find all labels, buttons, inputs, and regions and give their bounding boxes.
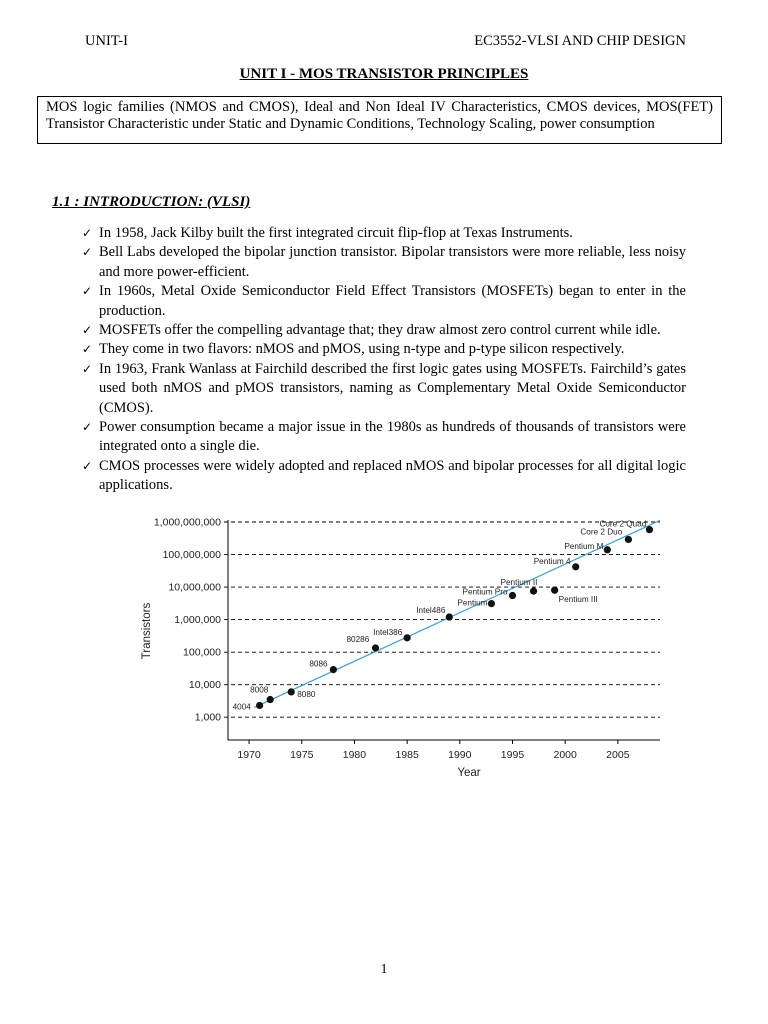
x-tick-label: 1980 [342,749,367,761]
y-tick-label: 1,000,000,000 [153,516,221,529]
checkmark-icon: ✓ [82,323,93,338]
list-item [82,340,686,359]
page-number: 1 [380,962,388,977]
data-label: Pentium [457,598,488,608]
list-item [82,243,686,282]
header-course-title: EC3552-VLSI AND CHIP DESIGN [474,33,686,49]
unit-title: UNIT I - MOS TRANSISTOR PRINCIPLES [239,66,529,82]
data-label: Intel386 [373,627,403,637]
x-tick-label: 1995 [500,749,525,761]
data-label: Pentium M [564,541,604,551]
data-label: Pentium 4 [533,556,571,566]
checkmark-icon: ✓ [82,458,93,473]
data-point [604,546,611,553]
data-point [330,666,337,673]
data-point [572,563,579,570]
data-label: Pentium III [558,595,598,605]
list-item [82,321,686,340]
list-item [82,224,686,243]
bullet-text: In 1963, Frank Wanlass at Fairchild described the first logic gates using MOSFETs. Fairchild’s gates used both nMOS and pMOS transistors, naming as Complementary Metal Oxide Semiconductor (CMOS). [99,360,686,416]
data-label: 8008 [250,685,269,695]
checkmark-icon: ✓ [82,420,93,435]
data-label: Core 2 Duo [580,527,623,537]
data-label: Intel486 [416,606,446,616]
checkmark-icon: ✓ [82,361,93,376]
section-heading: 1.1 : INTRODUCTION: (VLSI) [52,194,251,210]
data-point [446,613,453,620]
bullet-text: MOSFETs offer the compelling advantage that; they draw almost zero control current while idle. [99,322,661,339]
x-tick-label: 2005 [606,749,630,761]
data-point [646,526,653,533]
data-point [267,696,274,703]
data-label: Pentium II [500,578,538,588]
bullet-list [82,224,686,496]
chart-svg [130,512,700,782]
y-tick-label: 1,000,000 [174,614,221,627]
y-tick-label: 10,000 [188,679,221,692]
y-tick-label: 100,000,000 [162,549,221,562]
data-label: Core 2 Quad [599,519,647,529]
bullet-text: CMOS processes were widely adopted and replaced nMOS and bipolar processes for all digital logic applications. [99,457,686,494]
checkmark-icon: ✓ [82,245,93,260]
y-tick-label: 1,000 [194,711,221,724]
bullet-text: They come in two flavors: nMOS and pMOS, using n-type and p-type silicon respectively. [99,341,625,358]
data-label: 8086 [309,659,328,669]
y-tick-label: 10,000,000 [168,581,221,594]
data-point [372,644,379,651]
list-item [82,360,686,418]
header-unit-label: UNIT-I [85,33,128,49]
data-label: Pentium Pro [462,587,508,597]
data-point [404,634,411,641]
list-item [82,282,686,321]
checkmark-icon: ✓ [82,226,93,240]
x-axis-label: Year [457,767,481,779]
checkmark-icon: ✓ [82,284,93,299]
y-axis-label: Transistors [141,602,153,660]
data-point [530,588,537,595]
data-point [625,536,632,543]
data-label: 8080 [297,689,316,699]
transistor-count-chart [130,512,700,782]
data-label: 80286 [346,635,370,645]
data-point [509,592,516,599]
data-point [488,600,495,607]
bullet-text: In 1958, Jack Kilby built the first integrated circuit flip-flop at Texas Instruments. [99,225,573,241]
x-tick-label: 1990 [448,749,472,761]
list-item [82,457,686,496]
bullet-text: In 1960s, Metal Oxide Semiconductor Field Effect Transistors (MOSFETs) began to enter in the production. [99,283,686,319]
data-label: 4004 [232,702,251,712]
x-tick-label: 1970 [237,749,261,761]
y-tick-label: 100,000 [183,646,221,659]
bullet-text: Power consumption became a major issue in the 1980s as hundreds of thousands of transistors were integrated onto a single die. [99,419,686,455]
checkmark-icon: ✓ [82,342,93,357]
bullet-text: Bell Labs developed the bipolar junction transistor. Bipolar transistors were more reliable, less noisy and more power-efficient. [99,244,686,280]
data-point [288,688,295,695]
x-tick-label: 1985 [395,749,419,761]
syllabus-box: MOS logic families (NMOS and CMOS), Ideal and Non Ideal IV Characteristics, CMOS devices, MOS(FET) Transistor Characteristic under Static and Dynamic Conditions, Technology Scaling, power consumption [37,96,722,144]
list-item [82,418,686,457]
x-tick-label: 2000 [553,749,577,761]
x-tick-label: 1975 [290,749,314,761]
data-point [551,587,558,594]
data-point [256,702,263,709]
